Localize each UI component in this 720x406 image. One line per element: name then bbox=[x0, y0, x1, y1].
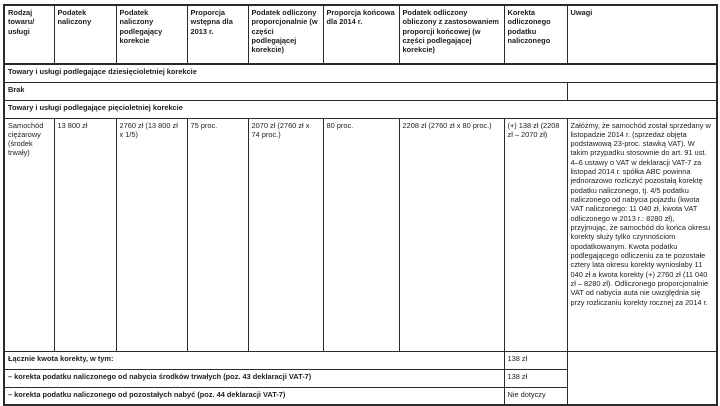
column-header-podatek-podlegajacy-korekcie: Podatek naliczony podlegający korekcie bbox=[116, 5, 187, 64]
ten-year-uwagi-empty bbox=[567, 82, 717, 100]
cell-tax-charged: 13 800 zł bbox=[54, 118, 116, 351]
summary-fixed-assets-label: – korekta podatku naliczonego od nabycia środków trwałych (poz. 43 deklaracji VAT-7) bbox=[4, 369, 504, 387]
column-header-rodzaj-towaru: Rodzaj towaru/ usługi bbox=[4, 5, 54, 64]
column-header-podatek-naliczony: Podatek naliczony bbox=[54, 5, 116, 64]
column-header-podatek-odliczony-proporcja-koncowa: Podatek odliczony obliczony z zastosowaniem proporcji końcowej (w części podlegającej korekcie) bbox=[399, 5, 504, 64]
ten-year-value: Brak bbox=[4, 82, 567, 100]
header-row bbox=[4, 5, 717, 64]
vat-correction-table bbox=[3, 4, 718, 406]
column-header-podatek-odliczony-proporcjonalnie: Podatek odliczony proporcjonalnie (w części podlegającej korekcie) bbox=[248, 5, 323, 64]
cell-correction-amount: (+) 138 zł (2208 zł – 2070 zł) bbox=[504, 118, 567, 351]
summary-other-purchases-value: Nie dotyczy bbox=[504, 387, 567, 405]
summary-total-value: 138 zł bbox=[504, 351, 567, 369]
cell-initial-proportion: 75 proc. bbox=[187, 118, 248, 351]
summary-total-label: Łącznie kwota korekty, w tym: bbox=[4, 351, 504, 369]
column-header-proporcja-wstepna: Proporcja wstępna dla 2013 r. bbox=[187, 5, 248, 64]
section-label-five-year: Towary i usługi podlegające pięcioletniej korekcie bbox=[4, 100, 717, 118]
data-row-samochod bbox=[4, 118, 717, 351]
column-header-korekta-odliczonego-podatku: Korekta odliczonego podatku naliczonego bbox=[504, 5, 567, 64]
column-header-proporcja-koncowa: Proporcja końcowa dla 2014 r. bbox=[323, 5, 399, 64]
column-header-uwagi: Uwagi bbox=[567, 5, 717, 64]
cell-item-name: Samochód ciężarowy (środek trwały) bbox=[4, 118, 54, 351]
cell-deducted-with-final-proportion: 2208 zł (2760 zł x 80 proc.) bbox=[399, 118, 504, 351]
summary-row-total bbox=[4, 351, 717, 369]
row-ten-year-value bbox=[4, 82, 717, 100]
section-label-ten-year: Towary i usługi podlegające dziesięcioletniej korekcie bbox=[4, 64, 717, 82]
section-row-ten-year bbox=[4, 64, 717, 82]
cell-notes: Załóżmy, że samochód został sprzedany w listopadzie 2014 r. (sprzedaż objęta podstawową 23-proc. stawką VAT). W takim przypadku stosownie do art. 91 ust. 4–6 ustawy o VAT w deklaracji VAT-7 za listopad 2014 r. spółka ABC powinna jednorazowo rozliczyć pozostałą korektę podatku naliczonego, tj. 4/5 podatku naliczonego od nabycia pojazdu (kwota VAT naliczonego: 11 040 zł, kwota VAT odliczonego w 2013 r.: 8280 zł), przyjmując, że samochód do końca okresu korekty służy tylko czynnościom opodatkowanym. Kwota podatku podlegającego odliczeniu za te pozostałe cztery lata okresu korekty wyniosłaby 11 040 zł a kwota korekty (+) 2760 zł (11 040 zł – 8280 zł). Odliczonego proporcjonalnie VAT od nabycia auta nie uwzględnia się przy rozliczaniu korekty rocznej za 2014 r. bbox=[567, 118, 717, 351]
cell-tax-subject-to-correction: 2760 zł (13 800 zł x 1/5) bbox=[116, 118, 187, 351]
summary-uwagi-empty bbox=[567, 351, 717, 405]
cell-deducted-proportionally: 2070 zł (2760 zł x 74 proc.) bbox=[248, 118, 323, 351]
cell-final-proportion: 80 proc. bbox=[323, 118, 399, 351]
summary-fixed-assets-value: 138 zł bbox=[504, 369, 567, 387]
summary-other-purchases-label: – korekta podatku naliczonego od pozostałych nabyć (poz. 44 deklaracji VAT-7) bbox=[4, 387, 504, 405]
section-row-five-year bbox=[4, 100, 717, 118]
